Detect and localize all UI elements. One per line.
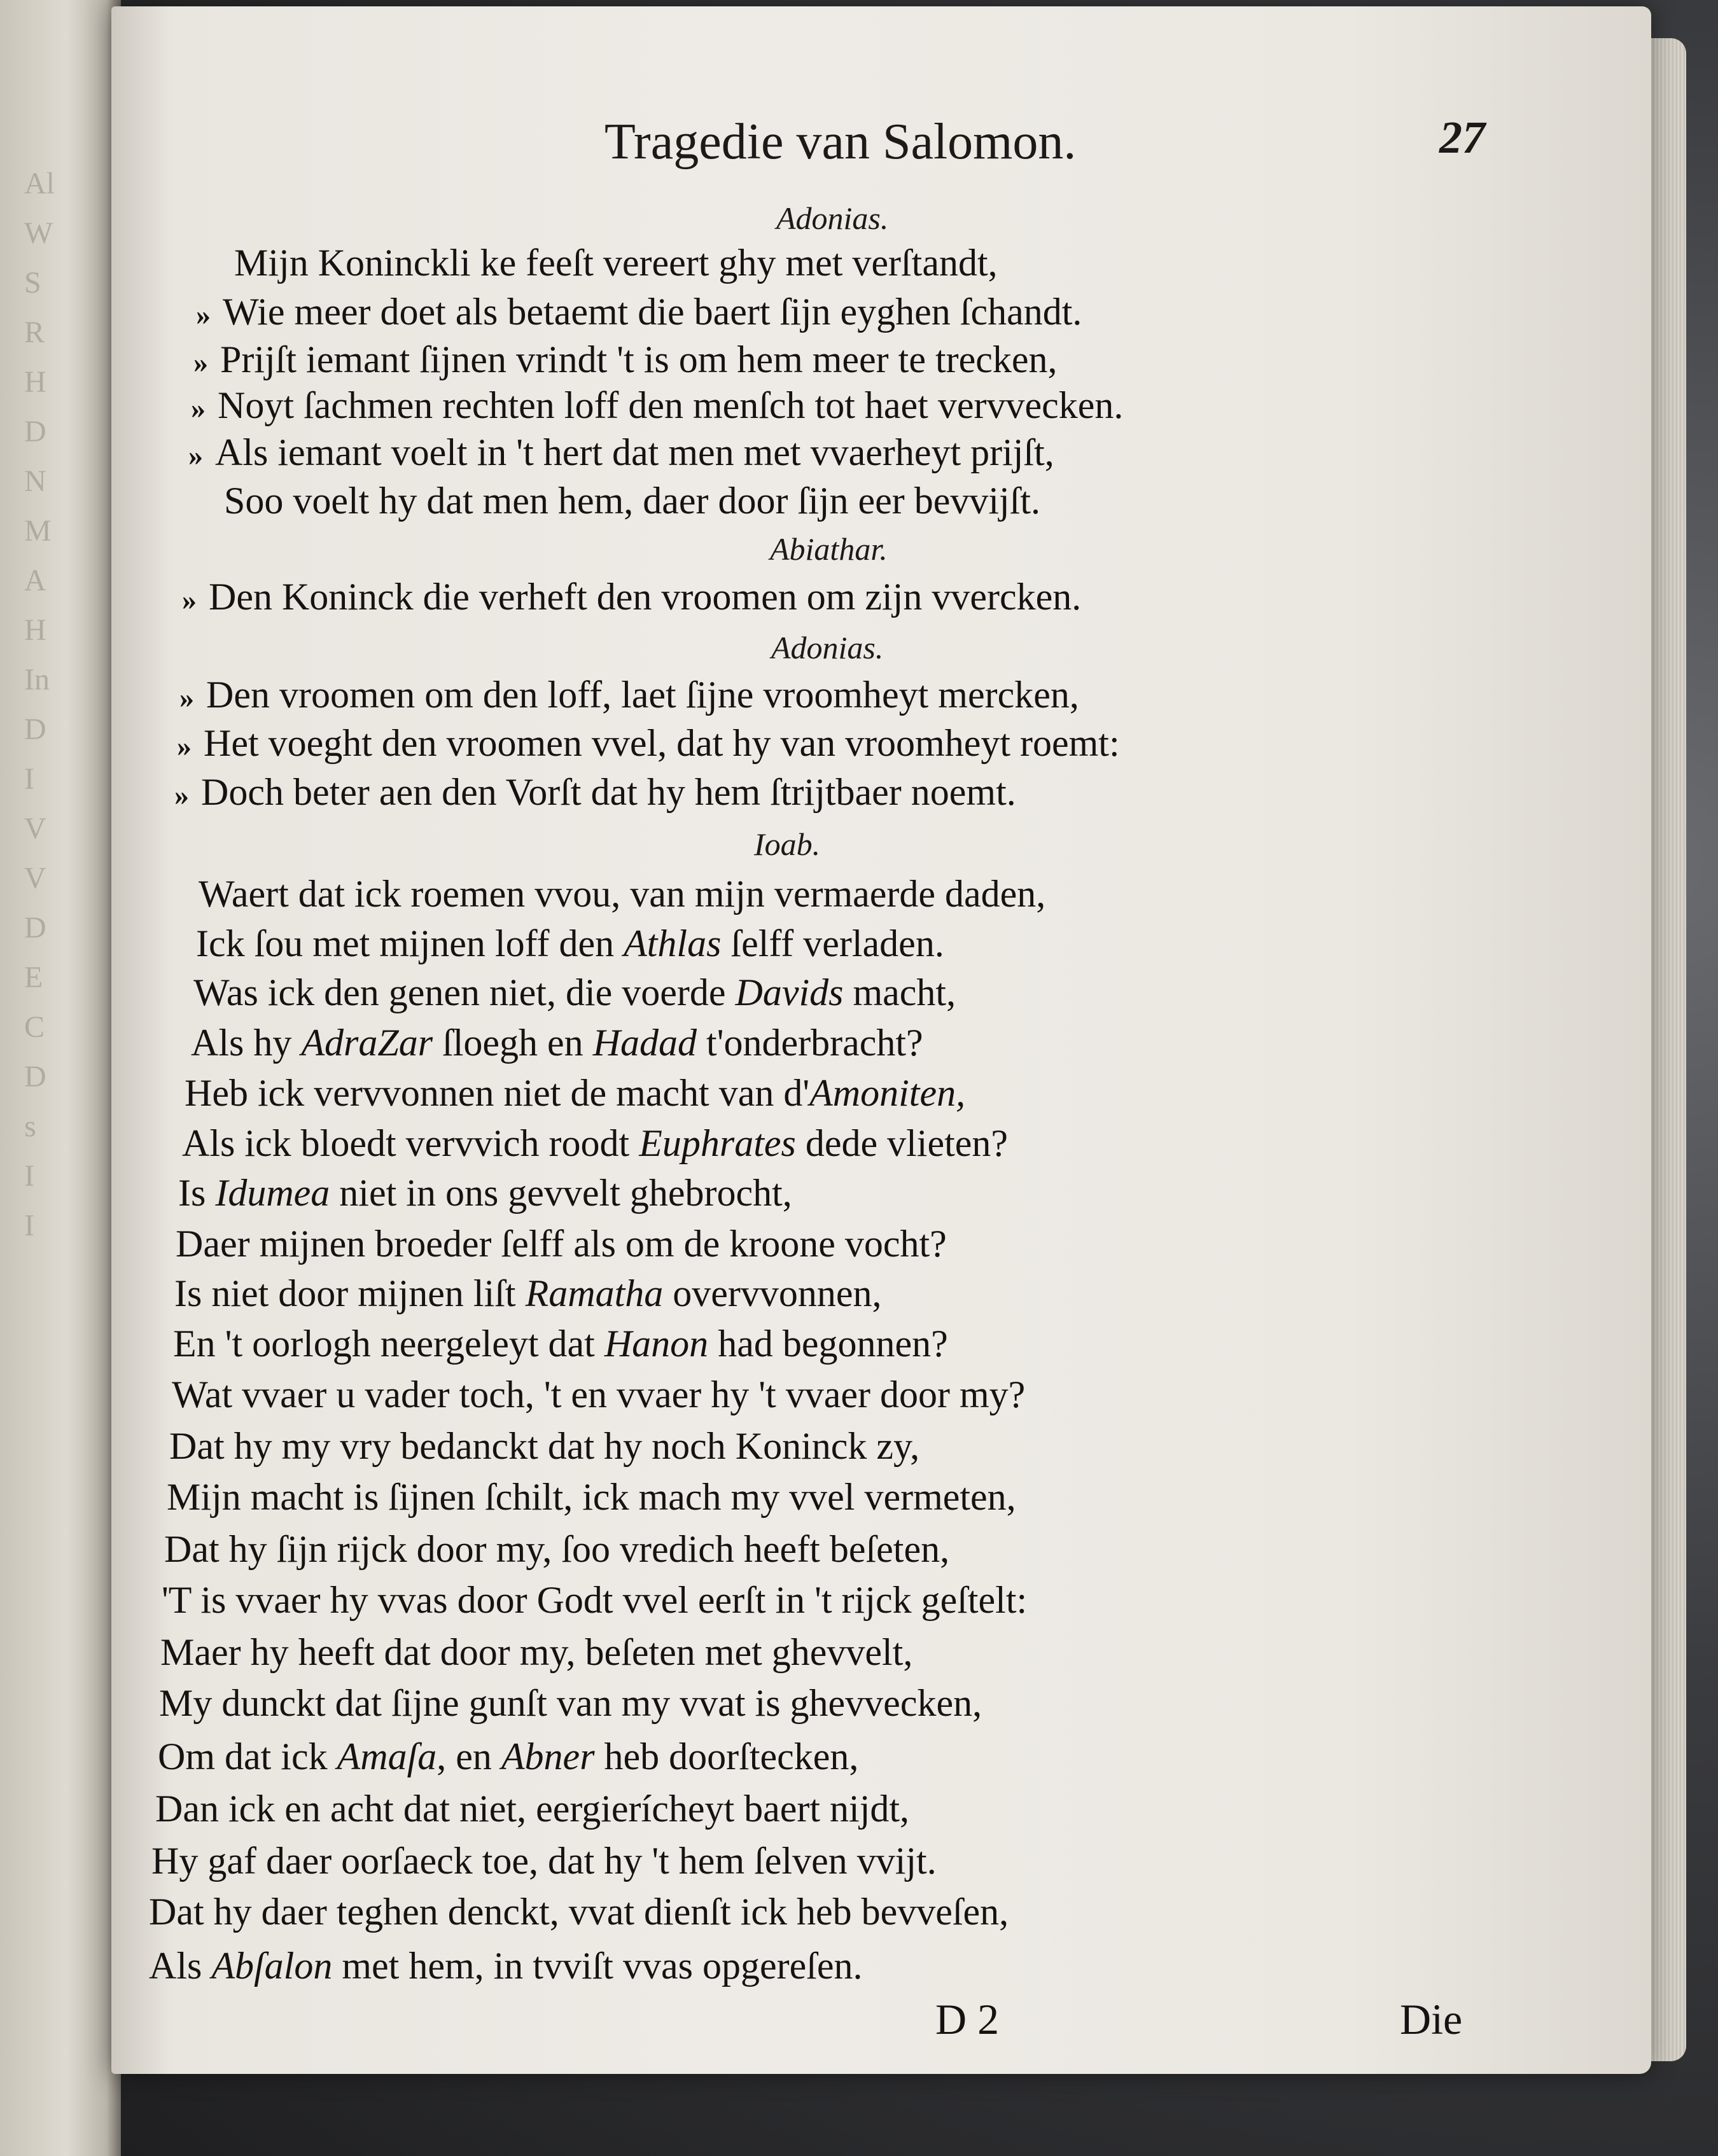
left-page-fragment: D	[24, 911, 46, 945]
verse-line: Als hy AdraZar ſloegh en Hadad t'onderbracht?	[191, 1022, 923, 1064]
running-title: Tragedie van Salomon.	[604, 114, 1077, 170]
sententia-mark: »	[179, 681, 194, 714]
left-page-fragment: A	[24, 564, 46, 597]
verse-line: » Noyt ſachmen rechten loff den menſch tot haet vervvecken.	[191, 383, 1123, 431]
verse-line: Heb ick vervvonnen niet de macht van d'Amoniten,	[185, 1072, 966, 1114]
left-page-fragment: N	[24, 464, 46, 498]
verse-line: Mijn Koninckli ke feeſt vereert ghy met verſtandt,	[234, 242, 998, 284]
verse-line: Is Idumea niet in ons gevvelt ghebrocht,	[178, 1172, 792, 1214]
verse-line: » Prijſt iemant ſijnen vrindt 't is om hem meer te trecken,	[193, 337, 1058, 385]
verse-line: Om dat ick Amaſa, en Abner heb doorſtecken,	[158, 1735, 859, 1777]
verse-line: » Het voeght den vroomen vvel, dat hy van vroomheyt roemt:	[177, 721, 1120, 769]
left-page-fragment: V	[24, 861, 46, 895]
left-page-fragment: s	[24, 1109, 36, 1143]
sententia-mark: »	[191, 392, 206, 424]
speaker-ioab: Ioab.	[754, 826, 821, 862]
sententia-mark: »	[177, 730, 192, 762]
verse-line: Was ick den genen niet, die voerde Davids macht,	[193, 971, 956, 1013]
left-page-fragment: E	[24, 961, 43, 994]
verse-line: Ick ſou met mijnen loff den Athlas ſelff verladen.	[196, 922, 944, 964]
left-page-bleed-text	[0, 159, 108, 1622]
verse-line: » Den Koninck die verheft den vroomen om zijn vvercken.	[182, 574, 1081, 622]
sententia-mark: »	[196, 298, 211, 331]
verse-line: Wat vvaer u vader toch, 't en vvaer hy 't vvaer door my?	[172, 1374, 1026, 1415]
left-page-fragment: M	[24, 514, 52, 548]
verse-line: » Als iemant voelt in 't hert dat men met vvaerheyt prijſt,	[188, 430, 1054, 478]
speaker-abiathar: Abiathar.	[770, 531, 888, 567]
left-page-fragment: S	[24, 266, 41, 300]
verse-line: Daer mijnen broeder ſelff als om de kroone vocht?	[176, 1223, 947, 1265]
verse-line: Als ick bloedt vervvich roodt Euphrates dede vlieten?	[182, 1122, 1009, 1164]
verse-line: My dunckt dat ſijne gunſt van my vvat is ghevvecken,	[159, 1682, 982, 1724]
speaker-adonias: Adonias.	[771, 630, 884, 665]
verse-line: » Wie meer doet als betaemt die baert ſijn eyghen ſchandt.	[196, 289, 1082, 337]
verse-line: En 't oorlogh neergeleyt dat Hanon had begonnen?	[173, 1323, 948, 1365]
left-page-fragment: V	[24, 812, 46, 845]
left-page-fragment: H	[24, 613, 46, 647]
left-page-fragment: W	[24, 216, 53, 250]
left-page-fragment: In	[24, 663, 50, 697]
left-page-fragment: D	[24, 1060, 46, 1094]
left-page-fragment: C	[24, 1010, 45, 1044]
left-page-fragment: I	[24, 1209, 34, 1242]
verse-line: Dan ick en acht dat niet, eergierícheyt baert nijdt,	[155, 1788, 910, 1830]
verse-line: Hy gaf daer oorſaeck toe, dat hy 't hem ſelven vvijt.	[151, 1840, 937, 1882]
verse-line: Maer hy heeft dat door my, beſeten met ghevvelt,	[160, 1631, 913, 1673]
signature-mark: D 2	[935, 1995, 1000, 2043]
sententia-mark: »	[182, 583, 197, 616]
left-page-fragment: Al	[24, 167, 55, 200]
left-page-fragment: R	[24, 316, 45, 349]
sententia-mark: »	[174, 779, 189, 811]
sententia-mark: »	[193, 346, 208, 379]
left-facing-page	[0, 0, 121, 2156]
verse-line: Waert dat ick roemen vvou, van mijn vermaerde daden,	[199, 873, 1046, 915]
catchword: Die	[1400, 1995, 1463, 2043]
verse-line: Mijn macht is ſijnen ſchilt, ick mach my vvel vermeten,	[167, 1476, 1016, 1518]
verse-line: Dat hy ſijn rijck door my, ſoo vredich heeft beſeten,	[164, 1528, 950, 1570]
left-page-fragment: I	[24, 1159, 34, 1193]
speaker-adonias: Adonias.	[776, 200, 889, 236]
verse-line: Dat hy daer teghen denckt, vvat dienſt ick heb bevveſen,	[149, 1891, 1009, 1933]
left-page-fragment: D	[24, 415, 46, 449]
sententia-mark: »	[188, 439, 203, 471]
verse-line: Is niet door mijnen liſt Ramatha overvvonnen,	[174, 1272, 882, 1314]
verse-line: Soo voelt hy dat men hem, daer door ſijn eer bevvijſt.	[224, 480, 1041, 522]
verse-line: Dat hy my vry bedanckt dat hy noch Koninck zy,	[169, 1425, 920, 1467]
verse-line: » Doch beter aen den Vorſt dat hy hem ſtrijtbaer noemt.	[174, 770, 1016, 817]
verse-line: » Den vroomen om den loff, laet ſijne vroomheyt mercken,	[179, 672, 1079, 720]
left-page-fragment: I	[24, 762, 34, 796]
verse-line: 'T is vvaer hy vvas door Godt vvel eerſt in 't rijck geſtelt:	[162, 1579, 1028, 1621]
left-page-fragment: D	[24, 713, 46, 746]
left-page-fragment: H	[24, 365, 46, 399]
page-number: 27	[1439, 112, 1485, 163]
verse-line: Als Abſalon met hem, in tvviſt vvas opgereſen.	[149, 1945, 863, 1987]
